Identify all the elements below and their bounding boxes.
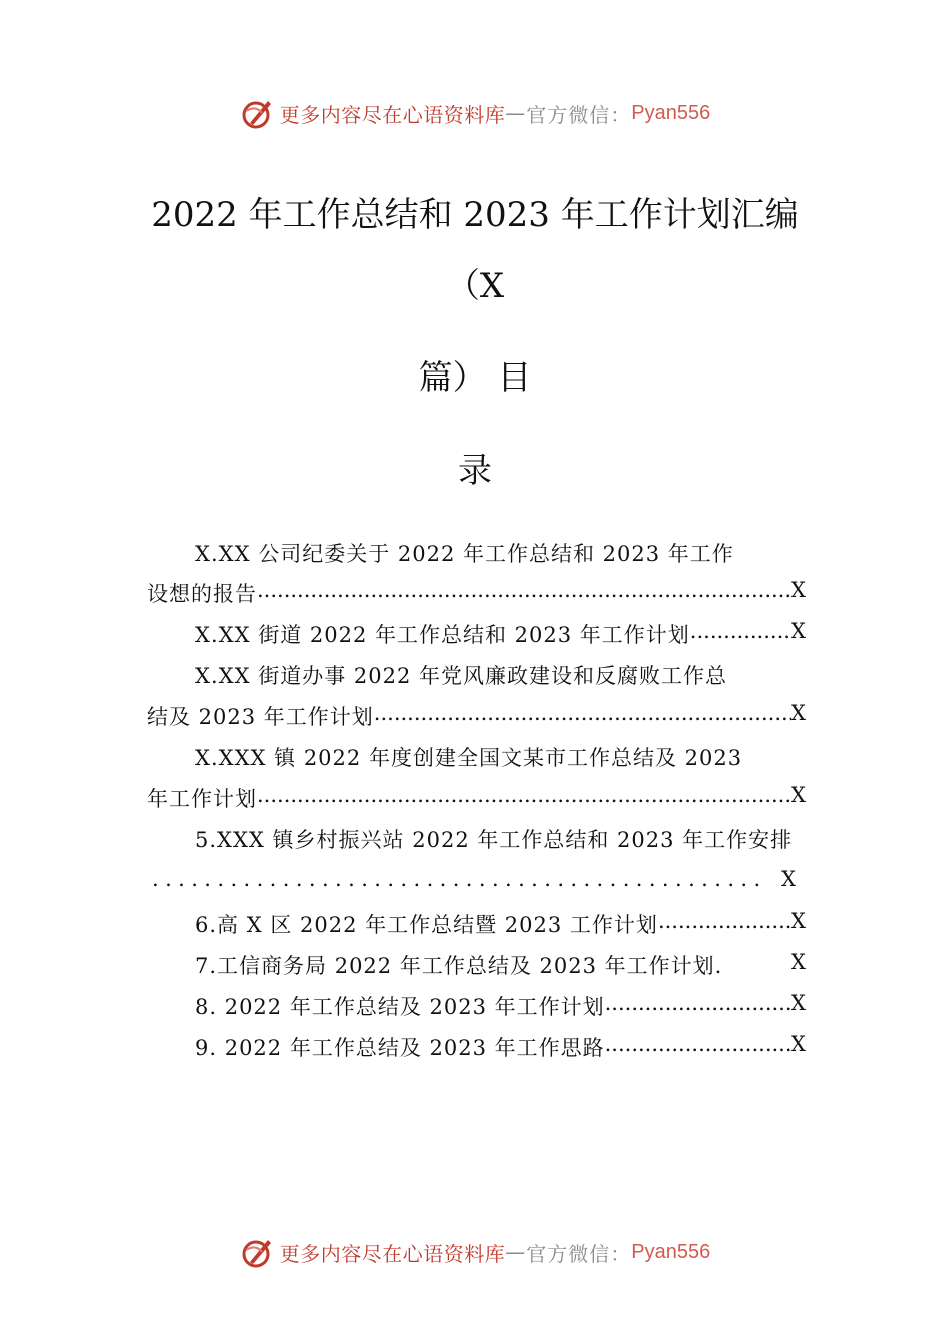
toc-entry-3-line-2[interactable] xyxy=(147,701,807,731)
watermark-site: 更多内容尽在心语资料库 xyxy=(279,102,506,127)
toc-entry-9[interactable] xyxy=(195,1032,807,1062)
toc-leader-dots xyxy=(257,783,791,813)
toc-leader-dots xyxy=(605,1032,791,1062)
toc-entry-3-line-1[interactable]: X.XX 街道办事 2022 年党风廉政建设和反腐败工作总 xyxy=(195,664,727,688)
watermark-header xyxy=(0,95,950,131)
toc-entry-5-line-1[interactable]: 5.XXX 镇乡村振兴站 2022 年工作总结和 2023 年工作安排 xyxy=(195,828,793,852)
watermark-label: 官方微信： xyxy=(526,102,632,127)
toc-entry-4-line-2[interactable] xyxy=(147,783,807,813)
quill-logo-icon xyxy=(240,95,276,131)
watermark-dash: — xyxy=(505,101,527,125)
toc-entry-1-line-1[interactable]: X.XX 公司纪委关于 2022 年工作总结和 2023 年工作 xyxy=(195,542,734,566)
watermark-footer xyxy=(0,1234,950,1270)
doc-title-line-4: 录 xyxy=(458,451,492,491)
toc-leader-dots xyxy=(257,578,791,608)
doc-title-line-2: （X xyxy=(445,266,505,306)
toc-entry-7-page: X xyxy=(791,950,807,974)
toc-leader-dots xyxy=(690,619,791,649)
toc-entry-4-page: X xyxy=(791,783,807,807)
toc-entry-6[interactable] xyxy=(195,909,807,939)
toc-entry-7-text: 7.工信商务局 2022 年工作总结及 2023 年工作计划. xyxy=(195,954,723,978)
doc-title-line-1: 2022 年工作总结和 2023 年工作计划汇编 xyxy=(151,195,799,235)
toc-entry-9-text: 9. 2022 年工作总结及 2023 年工作思路 xyxy=(195,1036,605,1060)
toc-entry-3-page: X xyxy=(791,701,807,725)
toc-entry-3-text: 结及 2023 年工作计划 xyxy=(147,705,374,729)
toc-entry-5-line-2[interactable] xyxy=(152,867,797,897)
toc-leader-dots xyxy=(374,701,791,731)
watermark-dash: — xyxy=(505,1240,527,1264)
toc-entry-2-text: X.XX 街道 2022 年工作总结和 2023 年工作计划 xyxy=(195,623,690,647)
toc-entry-9-page: X xyxy=(791,1032,807,1056)
quill-logo-icon xyxy=(240,1234,276,1270)
watermark-account: Pyan556 xyxy=(631,1240,711,1263)
toc-entry-4-text: 年工作计划 xyxy=(147,787,257,811)
toc-entry-8[interactable] xyxy=(195,991,807,1021)
watermark-account: Pyan556 xyxy=(631,101,711,124)
toc-entry-4-line-1[interactable]: X.XXX 镇 2022 年度创建全国文某市工作总结及 2023 xyxy=(195,746,743,770)
toc-entry-1-page: X xyxy=(791,578,807,602)
watermark-site: 更多内容尽在心语资料库 xyxy=(279,1241,506,1266)
toc-entry-5-page: X xyxy=(781,867,797,891)
toc-leader-dots xyxy=(605,991,791,1021)
toc-entry-6-text: 6.高 X 区 2022 年工作总结暨 2023 工作计划 xyxy=(195,913,658,937)
toc-entry-2-page: X xyxy=(791,619,807,643)
doc-title-line-3: 篇） 目 xyxy=(418,358,532,398)
toc-entry-2[interactable] xyxy=(195,619,807,649)
toc-entry-8-page: X xyxy=(791,991,807,1015)
toc-entry-1-line-2[interactable] xyxy=(147,578,807,608)
toc-entry-8-text: 8. 2022 年工作总结及 2023 年工作计划 xyxy=(195,995,605,1019)
toc-entry-6-page: X xyxy=(791,909,807,933)
toc-entry-1-text: 设想的报告 xyxy=(147,582,257,606)
toc-entry-5-dots: ............................................... xyxy=(152,867,767,891)
watermark-label: 官方微信： xyxy=(526,1241,632,1266)
toc-entry-7[interactable] xyxy=(195,950,807,980)
toc-leader-dots xyxy=(658,909,791,939)
